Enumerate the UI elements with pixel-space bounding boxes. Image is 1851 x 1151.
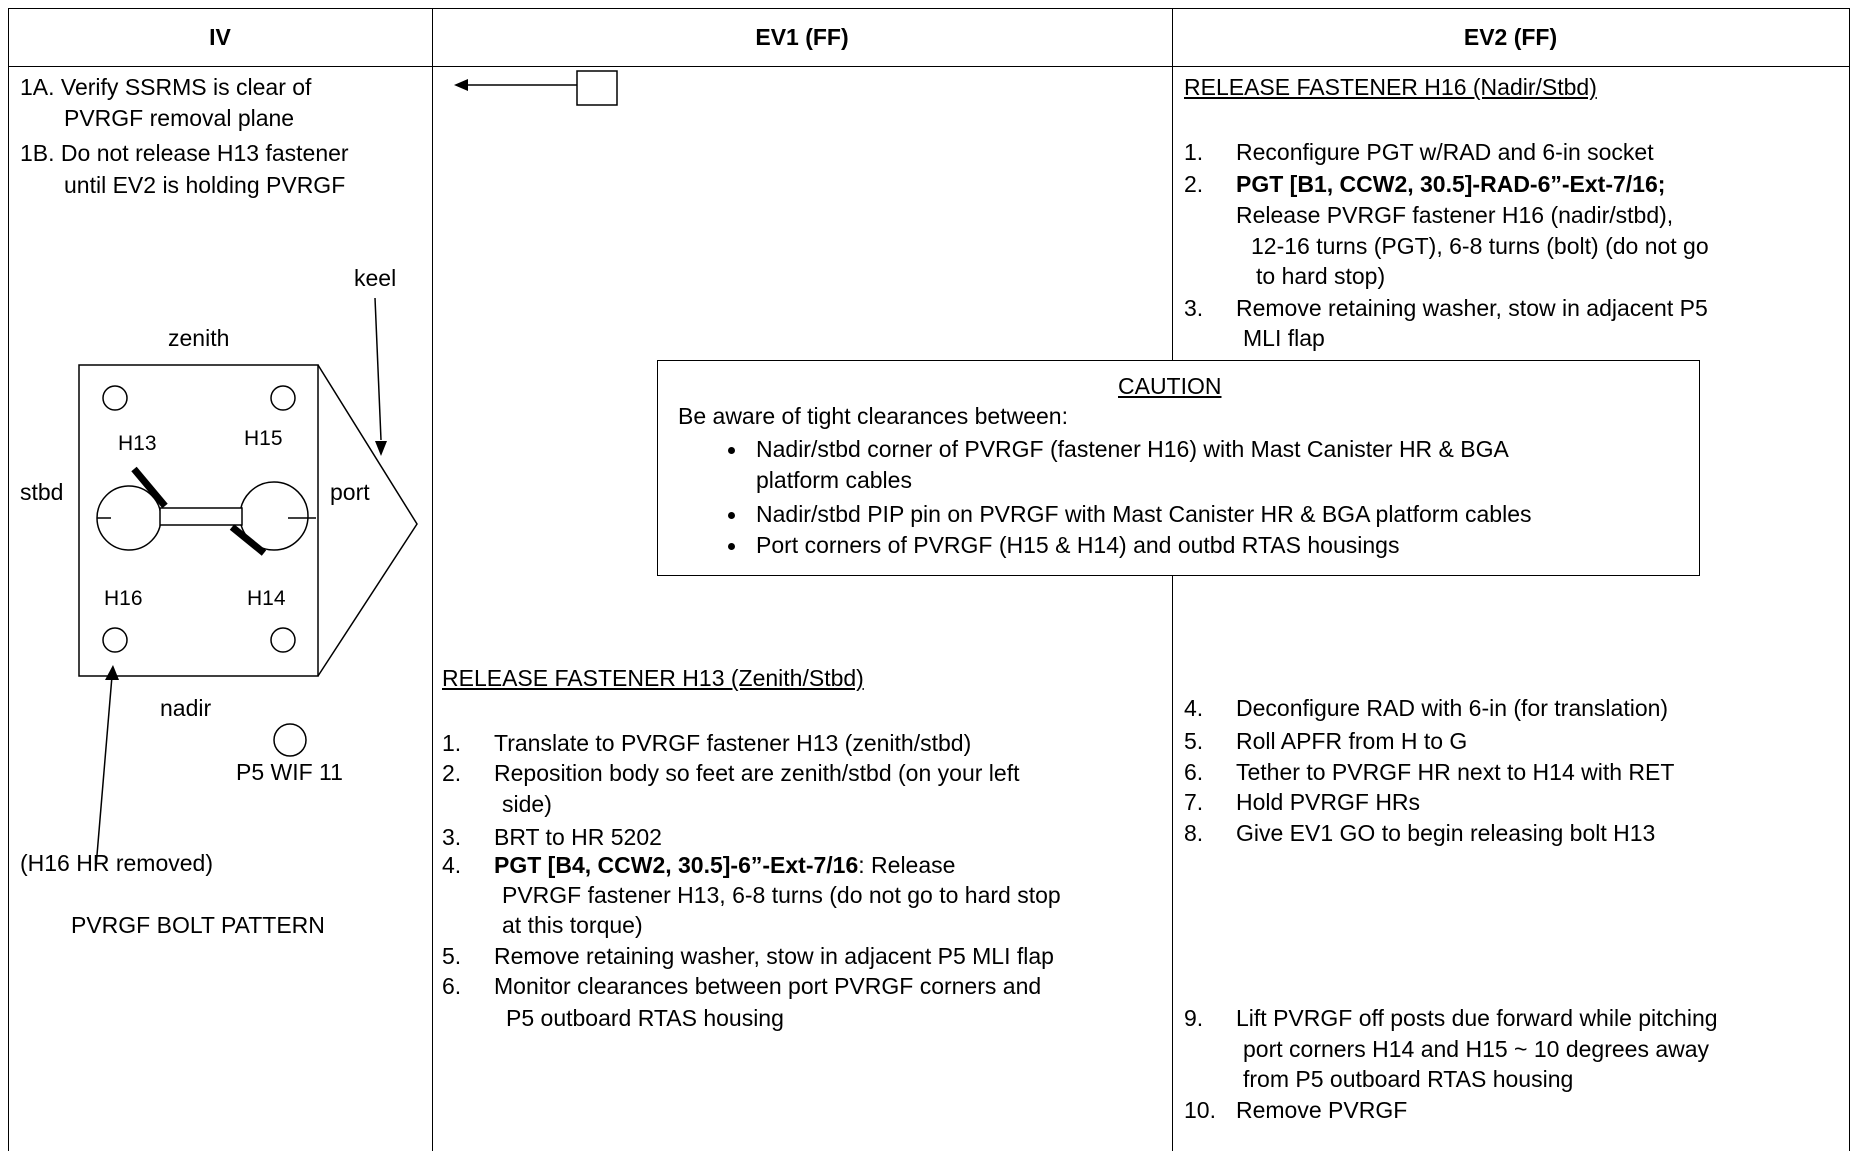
caution-item-1-cont: platform cables	[756, 467, 912, 493]
label-h16: H16	[104, 587, 143, 610]
label-h14: H14	[247, 587, 286, 610]
ev2-step-3: Remove retaining washer, stow in adjacent P5	[1236, 295, 1708, 321]
hr-arrowhead	[105, 665, 119, 680]
ev2-step-8-num: 8.	[1184, 820, 1204, 846]
keel-leader	[375, 298, 381, 440]
ev1-step-1: Translate to PVRGF fastener H13 (zenith/stbd)	[494, 730, 972, 756]
caution-box	[657, 360, 1700, 576]
ev1-step-4-command: PGT [B4, CCW2, 30.5]-6”-Ext-7/16	[494, 852, 859, 878]
ev2-step-9-num: 9.	[1184, 1005, 1204, 1031]
ev1-step-2-num: 2.	[442, 760, 462, 786]
ev2-step-4: Deconfigure RAD with 6-in (for translation)	[1236, 695, 1669, 721]
ev2-step-10: Remove PVRGF	[1236, 1097, 1408, 1123]
ev1-step-6: Monitor clearances between port PVRGF corners and	[494, 973, 1042, 999]
ev1-wait-arrow	[440, 68, 620, 108]
header-ev2: EV2 (FF)	[1463, 24, 1558, 50]
ev1-step-5-num: 5.	[442, 943, 462, 969]
handrail-h14	[232, 527, 264, 553]
ev1-heading-h13: RELEASE FASTENER H13 (Zenith/Stbd)	[442, 665, 864, 691]
iv-step-1b: 1B. Do not release H13 fastener	[20, 140, 349, 166]
col-divider-ev1-ev2	[1172, 8, 1173, 360]
ev2-step-1-num: 1.	[1184, 139, 1204, 165]
label-nadir: nadir	[160, 695, 212, 721]
ev1-step-2-cont: side)	[502, 791, 552, 817]
ev1-step-1-num: 1.	[442, 730, 462, 756]
ev2-step-8: Give EV1 GO to begin releasing bolt H13	[1236, 820, 1656, 846]
ev1-step-6-num: 6.	[442, 973, 462, 999]
label-zenith: zenith	[168, 325, 230, 351]
ev1-step-2: Reposition body so feet are zenith/stbd (on your left	[494, 760, 1020, 786]
ev1-step-4-num: 4.	[442, 852, 462, 878]
ev2-step-5-num: 5.	[1184, 728, 1204, 754]
label-keel: keel	[354, 265, 397, 291]
label-stbd: stbd	[20, 479, 64, 505]
pip-pin-bar	[160, 508, 242, 525]
ev2-step-3-cont: MLI flap	[1243, 325, 1325, 351]
ev1-step-6-cont: P5 outboard RTAS housing	[506, 1005, 784, 1031]
bolt-hole-h13	[103, 386, 127, 410]
ev2-step-10-num: 10.	[1184, 1097, 1216, 1123]
table-right-border	[1849, 8, 1850, 1151]
ev2-step-2-line3: 12-16 turns (PGT), 6-8 turns (bolt) (do not go	[1251, 233, 1709, 259]
caution-item-3: Port corners of PVRGF (H15 & H14) and outbd RTAS housings	[756, 532, 1400, 558]
ev2-step-1: Reconfigure PGT w/RAD and 6-in socket	[1236, 139, 1654, 165]
ev2-step-6-num: 6.	[1184, 759, 1204, 785]
keel-arrowhead	[375, 441, 387, 456]
label-hr-removed: (H16 HR removed)	[20, 850, 213, 876]
hr-removed-leader	[96, 676, 112, 867]
iv-step-1a-cont: PVRGF removal plane	[64, 105, 295, 131]
header-iv: IV	[209, 24, 231, 50]
diagram-title: PVRGF BOLT PATTERN	[71, 912, 325, 938]
ev2-step-2-line4: to hard stop)	[1256, 263, 1386, 289]
ev2-step-2-num: 2.	[1184, 171, 1204, 197]
col-divider-iv-ev1	[432, 8, 433, 1151]
ev1-step-5: Remove retaining washer, stow in adjacent P5 MLI flap	[494, 943, 1054, 969]
iv-step-1a: 1A. Verify SSRMS is clear of	[20, 74, 312, 100]
ev2-step-2-command: PGT [B1, CCW2, 30.5]-RAD-6”-Ext-7/16;	[1236, 171, 1666, 197]
ev2-step-4-num: 4.	[1184, 695, 1204, 721]
ev1-step-4-line3: at this torque)	[502, 912, 643, 938]
ev1-step-4	[494, 850, 955, 880]
ev1-go-box	[577, 71, 617, 105]
keel-wedge	[318, 365, 417, 676]
label-wif: P5 WIF 11	[236, 759, 343, 785]
ev1-step-4-line2: PVRGF fastener H13, 6-8 turns (do not go to hard stop	[502, 882, 1061, 908]
col-divider-ev1-ev2-lower	[1172, 575, 1173, 1151]
caution-item-2: Nadir/stbd PIP pin on PVRGF with Mast Canister HR & BGA platform cables	[756, 501, 1532, 527]
header-ev1: EV1 (FF)	[755, 24, 849, 50]
label-h13: H13	[118, 432, 157, 455]
caution-intro: Be aware of tight clearances between:	[678, 403, 1068, 429]
caution-title: CAUTION	[1118, 373, 1222, 399]
bolt-hole-h15	[271, 386, 295, 410]
label-port: port	[330, 479, 370, 505]
ev2-step-3-num: 3.	[1184, 295, 1204, 321]
ev2-step-5: Roll APFR from H to G	[1236, 728, 1468, 754]
bolt-hole-h14	[271, 628, 295, 652]
ev2-step-6: Tether to PVRGF HR next to H14 with RET	[1236, 759, 1675, 785]
caution-bullet-3	[728, 543, 735, 550]
ev2-step-9-line3: from P5 outboard RTAS housing	[1243, 1066, 1574, 1092]
ev2-step-9: Lift PVRGF off posts due forward while pitching	[1236, 1005, 1718, 1031]
ev2-step-9-line2: port corners H14 and H15 ~ 10 degrees away	[1243, 1036, 1710, 1062]
ev2-heading-h16: RELEASE FASTENER H16 (Nadir/Stbd)	[1184, 74, 1597, 100]
label-h15: H15	[244, 427, 283, 450]
ev2-step-7: Hold PVRGF HRs	[1236, 789, 1421, 815]
iv-step-1b-cont: until EV2 is holding PVRGF	[64, 172, 346, 198]
caution-bullet-1	[728, 447, 735, 454]
ev1-step-3-num: 3.	[442, 824, 462, 850]
wif-socket	[274, 724, 306, 756]
caution-bullet-2	[728, 512, 735, 519]
ev1-step-3: BRT to HR 5202	[494, 824, 662, 850]
ev1-step-4-action: : Release	[858, 852, 956, 878]
caution-item-1: Nadir/stbd corner of PVRGF (fastener H16) with Mast Canister HR & BGA	[756, 436, 1509, 462]
ev2-step-7-num: 7.	[1184, 789, 1204, 815]
bolt-hole-h16	[103, 628, 127, 652]
ev2-step-2-line2: Release PVRGF fastener H16 (nadir/stbd),	[1236, 202, 1674, 228]
